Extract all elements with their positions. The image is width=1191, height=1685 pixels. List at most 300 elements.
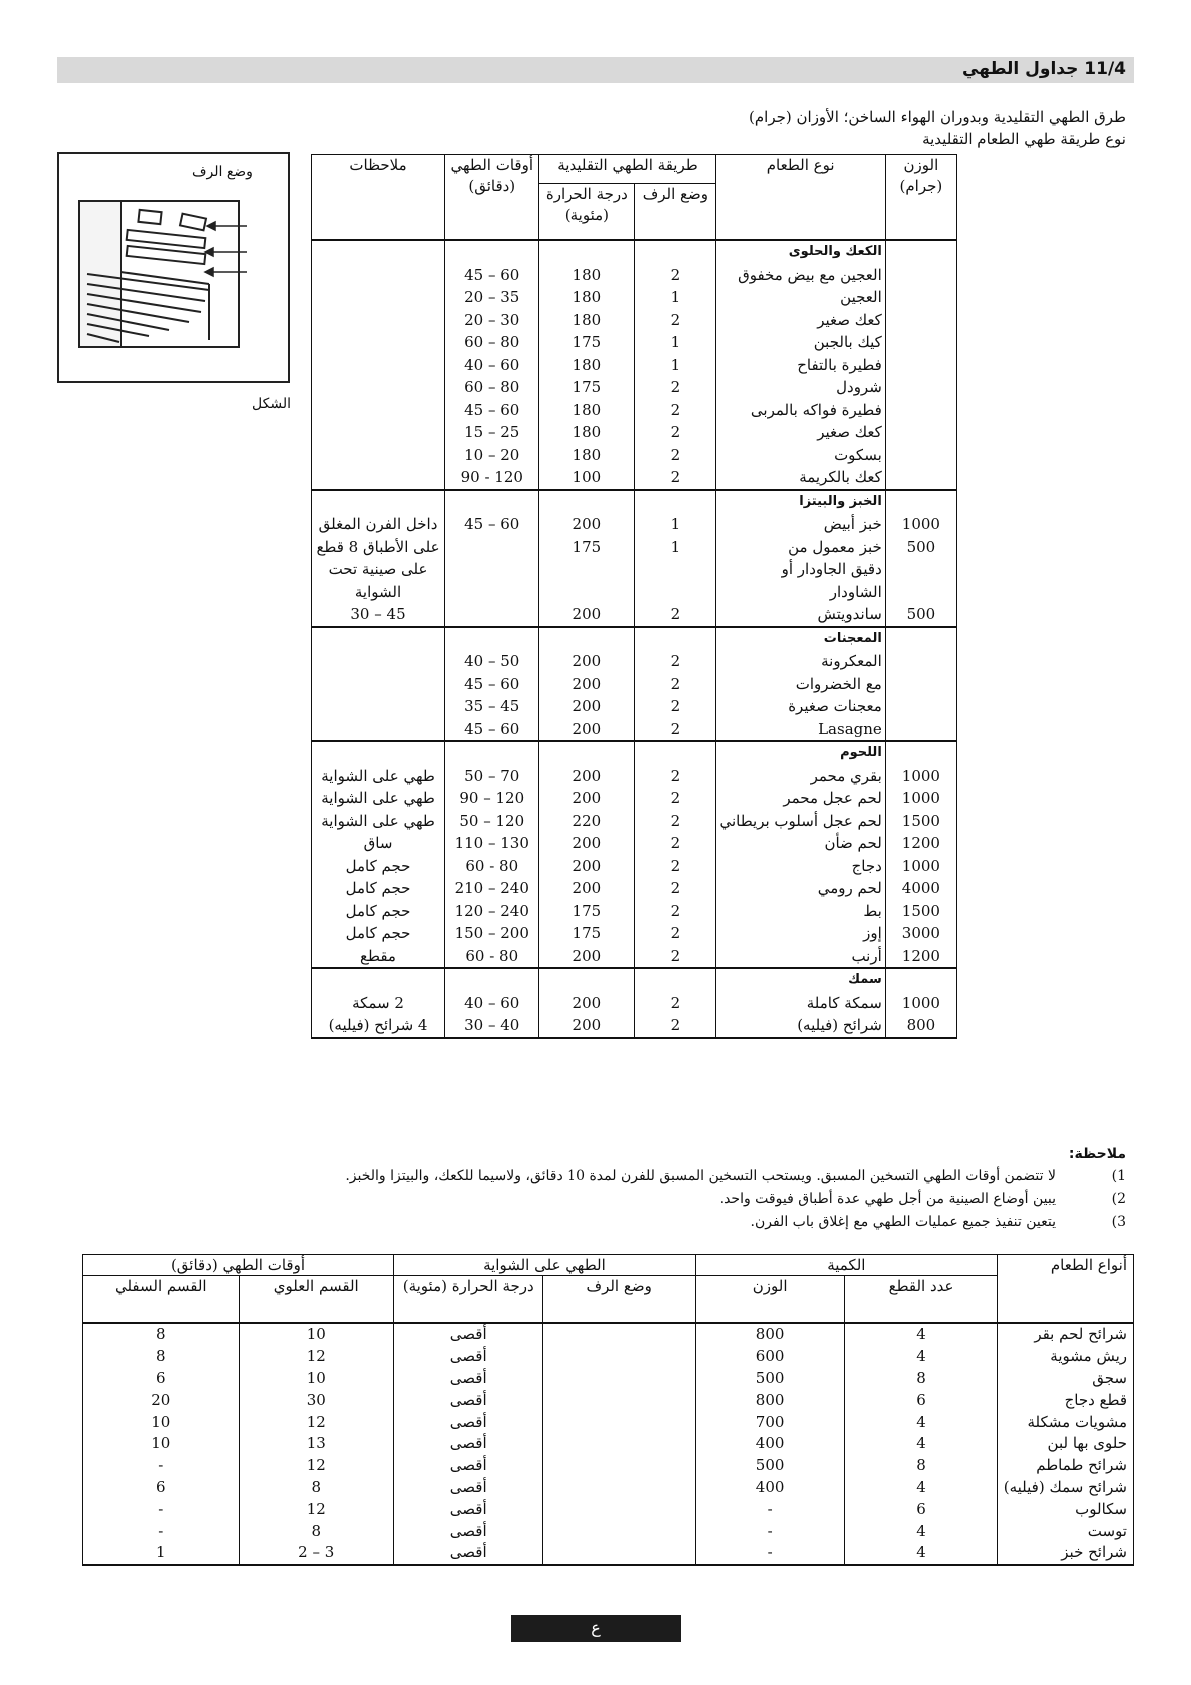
table-row: [312, 444, 957, 467]
food-cell: خبز أبيض: [716, 513, 885, 536]
table-row: [312, 558, 957, 581]
weight-cell: [885, 718, 956, 742]
temp-cell: أقصى: [393, 1346, 543, 1368]
lower-cell: 10: [83, 1433, 240, 1455]
temp-cell: أقصى: [393, 1368, 543, 1390]
figure-label: وضع الرف: [192, 164, 253, 180]
notes-cell: [312, 421, 445, 444]
shelf-cell: [543, 1520, 695, 1542]
shelf-cell: 2: [635, 855, 716, 878]
header-food: نوع الطعام: [716, 155, 885, 241]
cooking-table: [311, 154, 957, 1039]
notes-cell: [312, 718, 445, 742]
weight-cell: 1000: [885, 855, 956, 878]
header-temp: درجة الحرارة (مئوية): [539, 183, 635, 240]
notes-cell: 45 – 30: [312, 603, 445, 627]
food-cell: دقيق الجاودار أو: [716, 558, 885, 581]
food-cell: كعك صغير: [716, 421, 885, 444]
table-row: [83, 1411, 1134, 1433]
shelf-cell: 2: [635, 922, 716, 945]
time-cell: 60 – 45: [445, 399, 539, 422]
notes-cell: [312, 354, 445, 377]
shelf-cell: 2: [635, 421, 716, 444]
shelf-cell: 2: [635, 832, 716, 855]
notes-cell: [312, 376, 445, 399]
weight-cell: [885, 558, 956, 581]
shelf-cell: 2: [635, 787, 716, 810]
temp-cell: 200: [539, 603, 635, 627]
time-cell: 60 – 40: [445, 992, 539, 1015]
table-row: [83, 1323, 1134, 1346]
shelf-cell: 2: [635, 309, 716, 332]
temp-cell: 180: [539, 264, 635, 287]
header-temp-2: درجة الحرارة (مئوية): [393, 1276, 543, 1324]
shelf-cell: 2: [635, 603, 716, 627]
table-row: [312, 922, 957, 945]
time-cell: 60 – 45: [445, 718, 539, 742]
time-cell: 45 – 35: [445, 695, 539, 718]
weight-cell: 700: [695, 1411, 844, 1433]
upper-cell: 30: [239, 1389, 393, 1411]
food-cell: شرودل: [716, 376, 885, 399]
food-cell: لحم عجل أسلوب بريطاني: [716, 810, 885, 833]
figure-caption: الشكل: [252, 396, 291, 412]
section-header-row: [312, 968, 957, 992]
temp-cell: 180: [539, 421, 635, 444]
temp-cell: أقصى: [393, 1498, 543, 1520]
food-cell: شرائح طماطم: [997, 1455, 1133, 1477]
time-cell: [445, 581, 539, 604]
food-cell: سجق: [997, 1368, 1133, 1390]
oven-shelf-diagram: [59, 154, 292, 385]
table-row: [83, 1433, 1134, 1455]
weight-cell: 800: [885, 1014, 956, 1038]
food-cell: سكالوب: [997, 1498, 1133, 1520]
temp-cell: 200: [539, 832, 635, 855]
notes-cell: مقطع: [312, 945, 445, 969]
temp-cell: أقصى: [393, 1433, 543, 1455]
shelf-cell: [635, 558, 716, 581]
pieces-cell: 6: [845, 1498, 997, 1520]
weight-cell: [885, 331, 956, 354]
notes-cell: [312, 695, 445, 718]
pieces-cell: 4: [845, 1323, 997, 1346]
header-upper: القسم العلوي: [239, 1276, 393, 1324]
temp-cell: أقصى: [393, 1520, 543, 1542]
note-item: [266, 1168, 1126, 1184]
pieces-cell: 4: [845, 1542, 997, 1565]
temp-cell: 200: [539, 695, 635, 718]
section-title: الكعك والحلوى: [716, 240, 885, 264]
food-cell: شرائح (فيليه): [716, 1014, 885, 1038]
food-cell: Lasagne: [716, 718, 885, 742]
table-row: [83, 1498, 1134, 1520]
notes-cell: 2 سمكة: [312, 992, 445, 1015]
food-cell: بسكوت: [716, 444, 885, 467]
temp-cell: 200: [539, 945, 635, 969]
upper-cell: 12: [239, 1411, 393, 1433]
food-cell: لحم عجل محمر: [716, 787, 885, 810]
notes-cell: حجم كامل: [312, 922, 445, 945]
food-cell: دجاج: [716, 855, 885, 878]
table-row: [312, 945, 957, 969]
table-row: [312, 264, 957, 287]
table-row: [312, 309, 957, 332]
notes-cell: ساق: [312, 832, 445, 855]
table-row: [312, 376, 957, 399]
shelf-cell: [543, 1346, 695, 1368]
table-row: [312, 1014, 957, 1038]
food-cell: ساندويتش: [716, 603, 885, 627]
weight-cell: 3000: [885, 922, 956, 945]
table-row: [312, 536, 957, 559]
section-title: الخبز والبيتزا: [716, 490, 885, 514]
time-cell: 240 – 210: [445, 877, 539, 900]
notes-cell: على صينية تحت: [312, 558, 445, 581]
header-weight-2: الوزن: [695, 1276, 844, 1324]
note-item: [266, 1191, 1126, 1207]
time-cell: 50 – 40: [445, 650, 539, 673]
shelf-position-figure: [57, 152, 290, 383]
temp-cell: 180: [539, 354, 635, 377]
note-text: لا تتضمن أوقات الطهي التسخين المسبق. ويستحب التسخين المسبق للفرن لمدة 10 دقائق، ولاسيما للكعك، والبيتزا والخبز.: [345, 1168, 1056, 1184]
temp-cell: 200: [539, 992, 635, 1015]
page-number: ع: [511, 1615, 681, 1642]
food-cell: العجين: [716, 286, 885, 309]
notes-cell: [312, 399, 445, 422]
notes-cell: حجم كامل: [312, 900, 445, 923]
notes-cell: [312, 650, 445, 673]
note-text: يتعين تنفيذ جميع عمليات الطهي مع إغلاق باب الفرن.: [750, 1214, 1056, 1230]
shelf-cell: 2: [635, 695, 716, 718]
table-row: [312, 718, 957, 742]
table-row: [312, 581, 957, 604]
table-row: [312, 399, 957, 422]
shelf-cell: 2: [635, 466, 716, 490]
header-lower: القسم السفلي: [83, 1276, 240, 1324]
temp-cell: 180: [539, 309, 635, 332]
pieces-cell: 4: [845, 1477, 997, 1499]
weight-cell: 1000: [885, 765, 956, 788]
table-row: [83, 1542, 1134, 1565]
time-cell: 120 - 90: [445, 466, 539, 490]
table-row: [312, 765, 957, 788]
note-number: 3): [1111, 1214, 1126, 1230]
table-row: [312, 513, 957, 536]
shelf-cell: 2: [635, 376, 716, 399]
section-title: سمك: [716, 968, 885, 992]
temp-cell: 200: [539, 718, 635, 742]
table-row: [83, 1455, 1134, 1477]
section-header-row: [312, 627, 957, 651]
shelf-cell: 2: [635, 264, 716, 287]
section-header-row: [312, 240, 957, 264]
lower-cell: 6: [83, 1368, 240, 1390]
temp-cell: 200: [539, 650, 635, 673]
temp-cell: أقصى: [393, 1411, 543, 1433]
lower-cell: -: [83, 1520, 240, 1542]
note-number: 2): [1111, 1191, 1126, 1207]
food-cell: كعك صغير: [716, 309, 885, 332]
food-cell: سمكة كاملة: [716, 992, 885, 1015]
food-cell: لحم رومي: [716, 877, 885, 900]
temp-cell: 200: [539, 673, 635, 696]
header-shelf-2: وضع الرف: [543, 1276, 695, 1324]
shelf-cell: 1: [635, 354, 716, 377]
pieces-cell: 4: [845, 1433, 997, 1455]
shelf-cell: [635, 581, 716, 604]
weight-cell: 1200: [885, 945, 956, 969]
page-title: 11/4 جداول الطهي: [962, 59, 1126, 79]
food-cell: معجنات صغيرة: [716, 695, 885, 718]
header-cooking-times: أوقات الطهي (دقائق): [83, 1255, 394, 1276]
weight-cell: 400: [695, 1433, 844, 1455]
shelf-cell: [543, 1433, 695, 1455]
table-row: [312, 992, 957, 1015]
table-row: [312, 603, 957, 627]
shelf-cell: 2: [635, 1014, 716, 1038]
weight-cell: [885, 376, 956, 399]
lower-cell: -: [83, 1455, 240, 1477]
header-method: طريقة الطهي التقليدية: [539, 155, 716, 184]
notes-cell: طهي على الشواية: [312, 787, 445, 810]
shelf-cell: [543, 1389, 695, 1411]
upper-cell: 10: [239, 1323, 393, 1346]
table-row: [312, 421, 957, 444]
table-row: [312, 286, 957, 309]
temp-cell: 175: [539, 922, 635, 945]
time-cell: 80 - 60: [445, 945, 539, 969]
weight-cell: [885, 309, 956, 332]
upper-cell: 13: [239, 1433, 393, 1455]
lower-cell: 8: [83, 1346, 240, 1368]
shelf-cell: 1: [635, 513, 716, 536]
notes-cell: [312, 444, 445, 467]
shelf-cell: [543, 1542, 695, 1565]
shelf-cell: [543, 1498, 695, 1520]
notes-cell: طهي على الشواية: [312, 810, 445, 833]
weight-cell: 400: [695, 1477, 844, 1499]
food-cell: كيك بالجبن: [716, 331, 885, 354]
temp-cell: 175: [539, 900, 635, 923]
notes-cell: داخل الفرن المغلق: [312, 513, 445, 536]
shelf-cell: 2: [635, 444, 716, 467]
weight-cell: [885, 650, 956, 673]
pieces-cell: 8: [845, 1368, 997, 1390]
shelf-cell: 1: [635, 536, 716, 559]
header-grill: الطهي على الشواية: [393, 1255, 695, 1276]
shelf-cell: 2: [635, 945, 716, 969]
food-cell: توست: [997, 1520, 1133, 1542]
time-cell: 60 – 45: [445, 264, 539, 287]
lower-cell: 10: [83, 1411, 240, 1433]
shelf-cell: 2: [635, 765, 716, 788]
time-cell: 35 – 20: [445, 286, 539, 309]
weight-cell: 1500: [885, 900, 956, 923]
time-cell: [445, 536, 539, 559]
weight-cell: -: [695, 1542, 844, 1565]
food-cell: ريش مشوية: [997, 1346, 1133, 1368]
weight-cell: [885, 695, 956, 718]
notes-cell: [312, 673, 445, 696]
grill-table: [82, 1254, 1134, 1566]
note-item: [266, 1214, 1126, 1230]
food-cell: مع الخضروات: [716, 673, 885, 696]
time-cell: 80 – 60: [445, 376, 539, 399]
weight-cell: [885, 264, 956, 287]
time-cell: [445, 558, 539, 581]
table-row: [83, 1520, 1134, 1542]
notes-cell: على الأطباق 8 قطع: [312, 536, 445, 559]
notes-cell: حجم كامل: [312, 855, 445, 878]
time-cell: 60 – 40: [445, 354, 539, 377]
weight-cell: 1200: [885, 832, 956, 855]
time-cell: 25 – 15: [445, 421, 539, 444]
temp-cell: 175: [539, 536, 635, 559]
lower-cell: 20: [83, 1389, 240, 1411]
weight-cell: [885, 354, 956, 377]
header-time: أوقات الطهي (دقائق): [445, 155, 539, 241]
weight-cell: -: [695, 1498, 844, 1520]
time-cell: 200 – 150: [445, 922, 539, 945]
weight-cell: [885, 444, 956, 467]
lower-cell: 8: [83, 1323, 240, 1346]
time-cell: 70 – 50: [445, 765, 539, 788]
header-notes: ملاحظات: [312, 155, 445, 241]
temp-cell: أقصى: [393, 1323, 543, 1346]
upper-cell: 12: [239, 1498, 393, 1520]
header-quantity: الكمية: [695, 1255, 997, 1276]
food-cell: مشويات مشكلة: [997, 1411, 1133, 1433]
food-cell: إوز: [716, 922, 885, 945]
weight-cell: [885, 286, 956, 309]
time-cell: 60 – 45: [445, 513, 539, 536]
notes-cell: 4 شرائح (فيليه): [312, 1014, 445, 1038]
upper-cell: 8: [239, 1477, 393, 1499]
temp-cell: 100: [539, 466, 635, 490]
food-cell: المعكرونة: [716, 650, 885, 673]
food-cell: كعك بالكريمة: [716, 466, 885, 490]
food-cell: بقري محمر: [716, 765, 885, 788]
temp-cell: 175: [539, 331, 635, 354]
notes-cell: [312, 331, 445, 354]
table-row: [312, 354, 957, 377]
section-header-row: [312, 490, 957, 514]
food-cell: الشاودار: [716, 581, 885, 604]
temp-cell: 180: [539, 286, 635, 309]
temp-cell: أقصى: [393, 1389, 543, 1411]
temp-cell: أقصى: [393, 1542, 543, 1565]
table-row: [83, 1346, 1134, 1368]
weight-cell: 500: [885, 536, 956, 559]
section-header-row: [312, 741, 957, 765]
shelf-cell: 1: [635, 331, 716, 354]
food-cell: أرنب: [716, 945, 885, 969]
table-row: [312, 832, 957, 855]
food-cell: شرائح سمك (فيليه): [997, 1477, 1133, 1499]
food-cell: قطع دجاج: [997, 1389, 1133, 1411]
notes-cell: حجم كامل: [312, 877, 445, 900]
weight-cell: [885, 466, 956, 490]
upper-cell: 10: [239, 1368, 393, 1390]
shelf-cell: 1: [635, 286, 716, 309]
pieces-cell: 8: [845, 1455, 997, 1477]
time-cell: 40 – 30: [445, 1014, 539, 1038]
time-cell: 20 – 10: [445, 444, 539, 467]
temp-cell: [539, 558, 635, 581]
table-row: [83, 1477, 1134, 1499]
time-cell: 80 - 60: [445, 855, 539, 878]
temp-cell: 175: [539, 376, 635, 399]
weight-cell: [885, 421, 956, 444]
intro-line-1: طرق الطهي التقليدية وبدوران الهواء الساخن؛ الأوزان (جرام): [749, 108, 1126, 126]
time-cell: [445, 603, 539, 627]
header-shelf: وضع الرف: [635, 183, 716, 240]
shelf-cell: 2: [635, 900, 716, 923]
shelf-cell: 2: [635, 718, 716, 742]
food-cell: بط: [716, 900, 885, 923]
notes-cell: [312, 309, 445, 332]
table-row: [312, 877, 957, 900]
temp-cell: 200: [539, 1014, 635, 1038]
temp-cell: أقصى: [393, 1455, 543, 1477]
shelf-cell: 2: [635, 673, 716, 696]
table-row: [312, 900, 957, 923]
weight-cell: 1500: [885, 810, 956, 833]
shelf-cell: [543, 1323, 695, 1346]
weight-cell: 800: [695, 1323, 844, 1346]
table-row: [83, 1389, 1134, 1411]
notes-cell: [312, 264, 445, 287]
notes-cell: [312, 286, 445, 309]
weight-cell: 800: [695, 1389, 844, 1411]
upper-cell: 12: [239, 1455, 393, 1477]
pieces-cell: 4: [845, 1520, 997, 1542]
temp-cell: 180: [539, 399, 635, 422]
time-cell: 80 – 60: [445, 331, 539, 354]
weight-cell: 1000: [885, 787, 956, 810]
header-bar: [57, 57, 1134, 83]
lower-cell: 6: [83, 1477, 240, 1499]
pieces-cell: 4: [845, 1411, 997, 1433]
notes-cell: الشواية: [312, 581, 445, 604]
weight-cell: 1000: [885, 513, 956, 536]
table-row: [312, 787, 957, 810]
weight-cell: [885, 673, 956, 696]
note-text: يبين أوضاع الصينية من أجل طهي عدة أطباق فيوقت واحد.: [719, 1191, 1056, 1207]
upper-cell: 12: [239, 1346, 393, 1368]
shelf-cell: 2: [635, 877, 716, 900]
shelf-cell: [543, 1477, 695, 1499]
pieces-cell: 4: [845, 1346, 997, 1368]
food-cell: شرائح خبز: [997, 1542, 1133, 1565]
time-cell: 120 – 50: [445, 810, 539, 833]
food-cell: فطيرة بالتفاح: [716, 354, 885, 377]
upper-cell: 3 – 2: [239, 1542, 393, 1565]
upper-cell: 8: [239, 1520, 393, 1542]
temp-cell: 200: [539, 765, 635, 788]
notes-cell: طهي على الشواية: [312, 765, 445, 788]
header-food-types: أنواع الطعام: [997, 1255, 1133, 1324]
table-row: [312, 855, 957, 878]
temp-cell: [539, 581, 635, 604]
weight-cell: [885, 399, 956, 422]
weight-cell: [885, 581, 956, 604]
intro-line-2: نوع طريقة طهي الطعام التقليدية: [922, 130, 1126, 148]
shelf-cell: [543, 1368, 695, 1390]
shelf-cell: 2: [635, 810, 716, 833]
table-row: [83, 1368, 1134, 1390]
